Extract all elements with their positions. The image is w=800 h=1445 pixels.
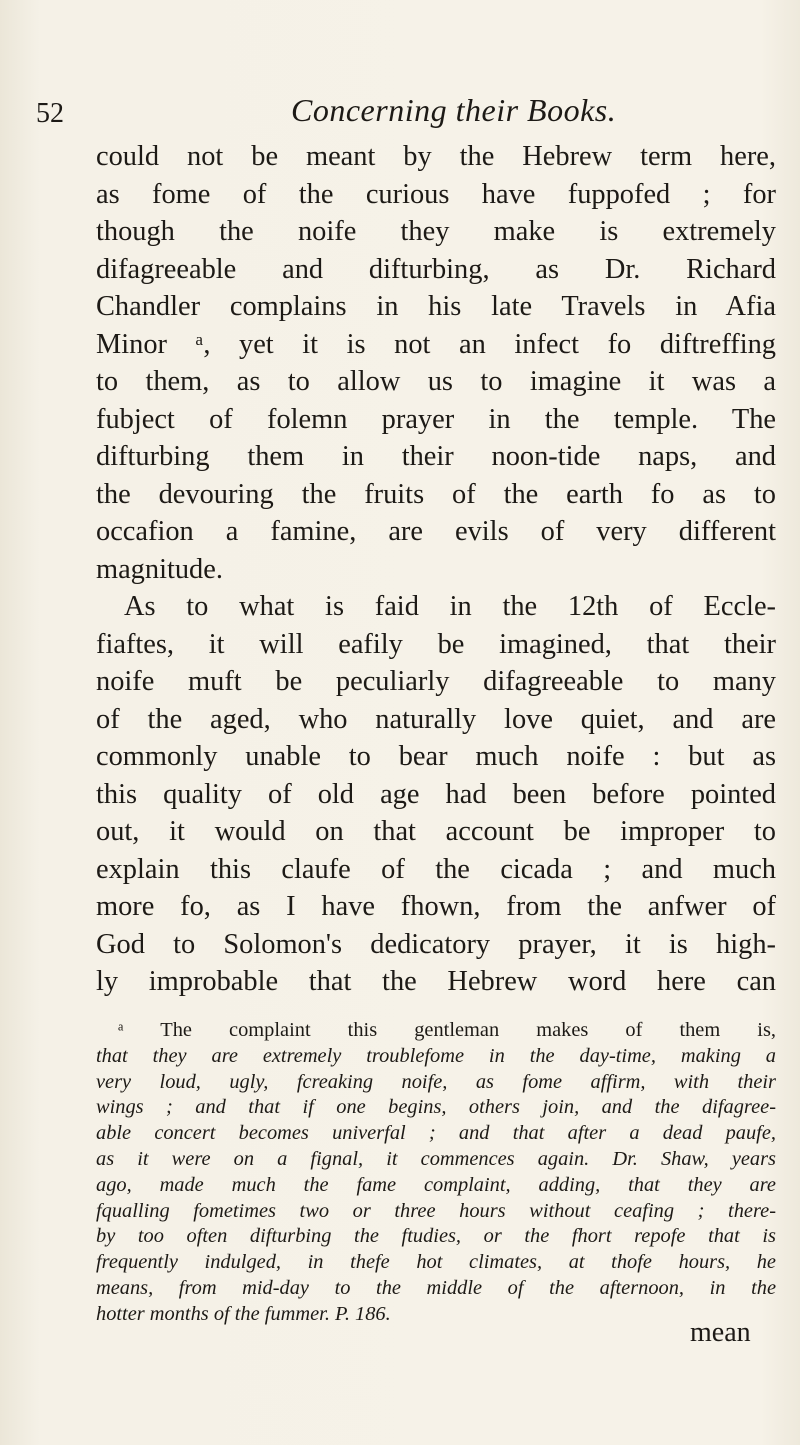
text-line: commonly unable to bear much noife : but as bbox=[96, 741, 776, 772]
footnote-line: as it were on a fignal, it commences again. Dr. Shaw, years bbox=[96, 1147, 776, 1170]
page-header bbox=[36, 88, 756, 138]
text-line: out, it would on that account be improper to bbox=[96, 816, 776, 847]
text-line: fiaftes, it will eafily be imagined, that their bbox=[96, 628, 776, 660]
footnote-line: means, from mid-day to the middle of the afternoon, in the bbox=[96, 1276, 776, 1299]
text-line: ly improbable that the Hebrew word here can bbox=[96, 966, 776, 997]
text-line: Chandler complains in his late Travels in Afia bbox=[96, 291, 776, 322]
footnote-line: by too often difturbing the ftudies, or the fhort repofe that is bbox=[96, 1225, 776, 1248]
body-text bbox=[96, 138, 776, 1001]
text-line: more fo, as I have fhown, from the anfwer of bbox=[96, 891, 776, 922]
text-line: this quality of old age had been before pointed bbox=[96, 778, 776, 810]
footnote-line: ago, made much the fame complaint, adding, that they are bbox=[96, 1173, 776, 1196]
text-line: magnitude. bbox=[96, 553, 223, 585]
catchword: mean bbox=[690, 1317, 751, 1348]
page-number: 52 bbox=[36, 98, 64, 129]
footnote-line: wings ; and that if one begins, others join, and the difagree- bbox=[96, 1096, 776, 1119]
text-line: occafion a famine, are evils of very different bbox=[96, 516, 776, 547]
footnote-line: very loud, ugly, fcreaking noife, as fome affirm, with their bbox=[96, 1070, 776, 1093]
text-line: difagreeable and difturbing, as Dr. Richard bbox=[96, 253, 776, 285]
footnote-line: hotter months of the fummer. P. 186. bbox=[96, 1302, 391, 1325]
text-line: of the aged, who naturally love quiet, and are bbox=[96, 703, 776, 735]
text-line: Minor ᵃ, yet it is not an infect fo diftreffing bbox=[96, 328, 776, 360]
footnote-line: able concert becomes univerfal ; and that after a dead paufe, bbox=[96, 1122, 776, 1145]
text-line: God to Solomon's dedicatory prayer, it is high- bbox=[96, 928, 776, 960]
text-line: though the noife they make is extremely bbox=[96, 216, 776, 247]
text-line: to them, as to allow us to imagine it was a bbox=[96, 366, 776, 397]
text-line: as fome of the curious have fuppofed ; for bbox=[96, 178, 776, 210]
text-line: fubject of folemn prayer in the temple. The bbox=[96, 403, 776, 435]
footnote bbox=[96, 1018, 776, 1328]
text-line: the devouring the fruits of the earth fo as to bbox=[96, 478, 776, 510]
footnote-line: fqualling fometimes two or three hours without ceafing ; there- bbox=[96, 1199, 776, 1222]
footnote-line: frequently indulged, in thefe hot climates, at thofe hours, he bbox=[96, 1251, 776, 1274]
footnote-line: that they are extremely troublefome in the day-time, making a bbox=[96, 1044, 776, 1067]
footnote-line: ᵃ The complaint this gentleman makes of them is, bbox=[118, 1019, 776, 1041]
text-line: difturbing them in their noon-tide naps, and bbox=[96, 441, 776, 472]
text-line: As to what is faid in the 12th of Eccle- bbox=[124, 591, 776, 622]
text-line: explain this claufe of the cicada ; and much bbox=[96, 853, 776, 885]
text-line: could not be meant by the Hebrew term here, bbox=[96, 141, 776, 172]
text-line: noife muft be peculiarly difagreeable to many bbox=[96, 666, 776, 697]
running-head: Concerning their Books. bbox=[291, 92, 617, 128]
